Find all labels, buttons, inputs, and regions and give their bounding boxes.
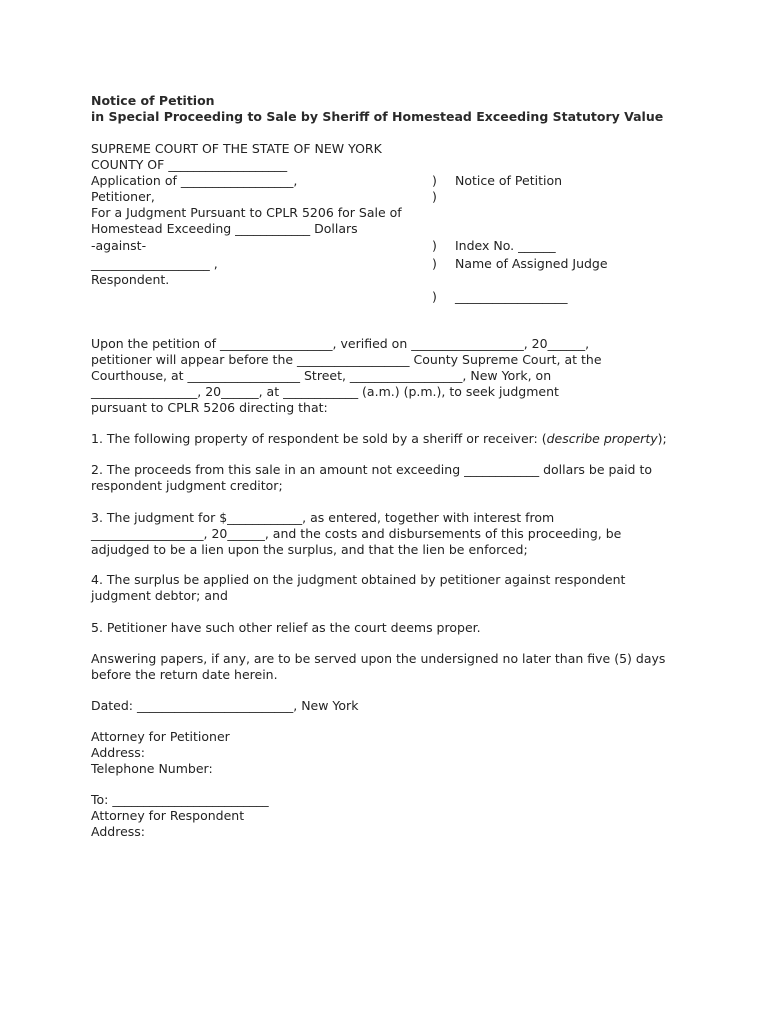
document-subtitle: in Special Proceeding to Sale by Sheriff of Homestead Exceeding Statutory Value xyxy=(91,109,664,124)
item-4-line: 4. The surplus be applied on the judgment obtained by petitioner against respondent xyxy=(91,572,626,587)
item-1-text: 1. The following property of respondent be sold by a sheriff or receiver: ( xyxy=(91,431,547,446)
item-1-end: ); xyxy=(657,431,667,446)
item-2-line: respondent judgment creditor; xyxy=(91,478,283,493)
application-line: Application of __________________, xyxy=(91,173,298,188)
item-4-line: judgment debtor; and xyxy=(91,588,228,603)
item-5: 5. Petitioner have such other relief as the court deems proper. xyxy=(91,620,481,635)
petition-paragraph-line: Courthouse, at __________________ Street, __________________, New York, on xyxy=(91,368,552,383)
court-name: SUPREME COURT OF THE STATE OF NEW YORK xyxy=(91,141,382,156)
judge-name-blank: __________________ xyxy=(455,289,568,304)
answering-line: before the return date herein. xyxy=(91,667,278,682)
item-2-line: 2. The proceeds from this sale in an amount not exceeding ____________ dollars be paid to xyxy=(91,462,653,477)
petitioner-address-label: Address: xyxy=(91,745,145,760)
respondent-attorney-label: Attorney for Respondent xyxy=(91,808,245,823)
petitioner-attorney-label: Attorney for Petitioner xyxy=(91,729,230,744)
judgment-line: For a Judgment Pursuant to CPLR 5206 for Sale of xyxy=(91,205,402,220)
caption-paren: ) xyxy=(432,238,437,253)
caption-paren: ) xyxy=(432,289,437,304)
respondent-blank: ___________________ , xyxy=(91,256,218,271)
petition-paragraph-line: petitioner will appear before the __________________ County Supreme Court, at the xyxy=(91,352,602,367)
answering-line: Answering papers, if any, are to be served upon the undersigned no later than five (5) days xyxy=(91,651,666,666)
petitioner-label: Petitioner, xyxy=(91,189,155,204)
to-line: To: _________________________ xyxy=(91,792,269,807)
caption-paren: ) xyxy=(432,256,437,271)
caption-paren: ) xyxy=(432,189,437,204)
index-number: Index No. ______ xyxy=(455,238,556,253)
assigned-judge-label: Name of Assigned Judge xyxy=(455,256,608,271)
item-3-line: __________________, 20______, and the costs and disbursements of this proceeding, be xyxy=(91,526,622,541)
telephone-label: Telephone Number: xyxy=(91,761,213,776)
petition-paragraph-line: _________________, 20______, at ____________ (a.m.) (p.m.), to seek judgment xyxy=(91,384,559,399)
against-label: -against- xyxy=(91,238,147,253)
petition-paragraph-line: Upon the petition of __________________, verified on __________________, 20______, xyxy=(91,336,590,351)
document-title: Notice of Petition xyxy=(91,93,215,108)
notice-label: Notice of Petition xyxy=(455,173,563,188)
respondent-address-label: Address: xyxy=(91,824,145,839)
county-line: COUNTY OF ___________________ xyxy=(91,157,288,172)
caption-paren: ) xyxy=(432,173,437,188)
item-1 xyxy=(91,431,667,447)
dated-line: Dated: _________________________, New York xyxy=(91,698,359,713)
respondent-label: Respondent. xyxy=(91,272,170,287)
item-3-line: adjudged to be a lien upon the surplus, and that the lien be enforced; xyxy=(91,542,528,557)
item-3-line: 3. The judgment for $____________, as entered, together with interest from xyxy=(91,510,555,525)
petition-paragraph-line: pursuant to CPLR 5206 directing that: xyxy=(91,400,328,415)
homestead-line: Homestead Exceeding ____________ Dollars xyxy=(91,221,358,236)
item-1-placeholder: describe property xyxy=(546,431,658,446)
